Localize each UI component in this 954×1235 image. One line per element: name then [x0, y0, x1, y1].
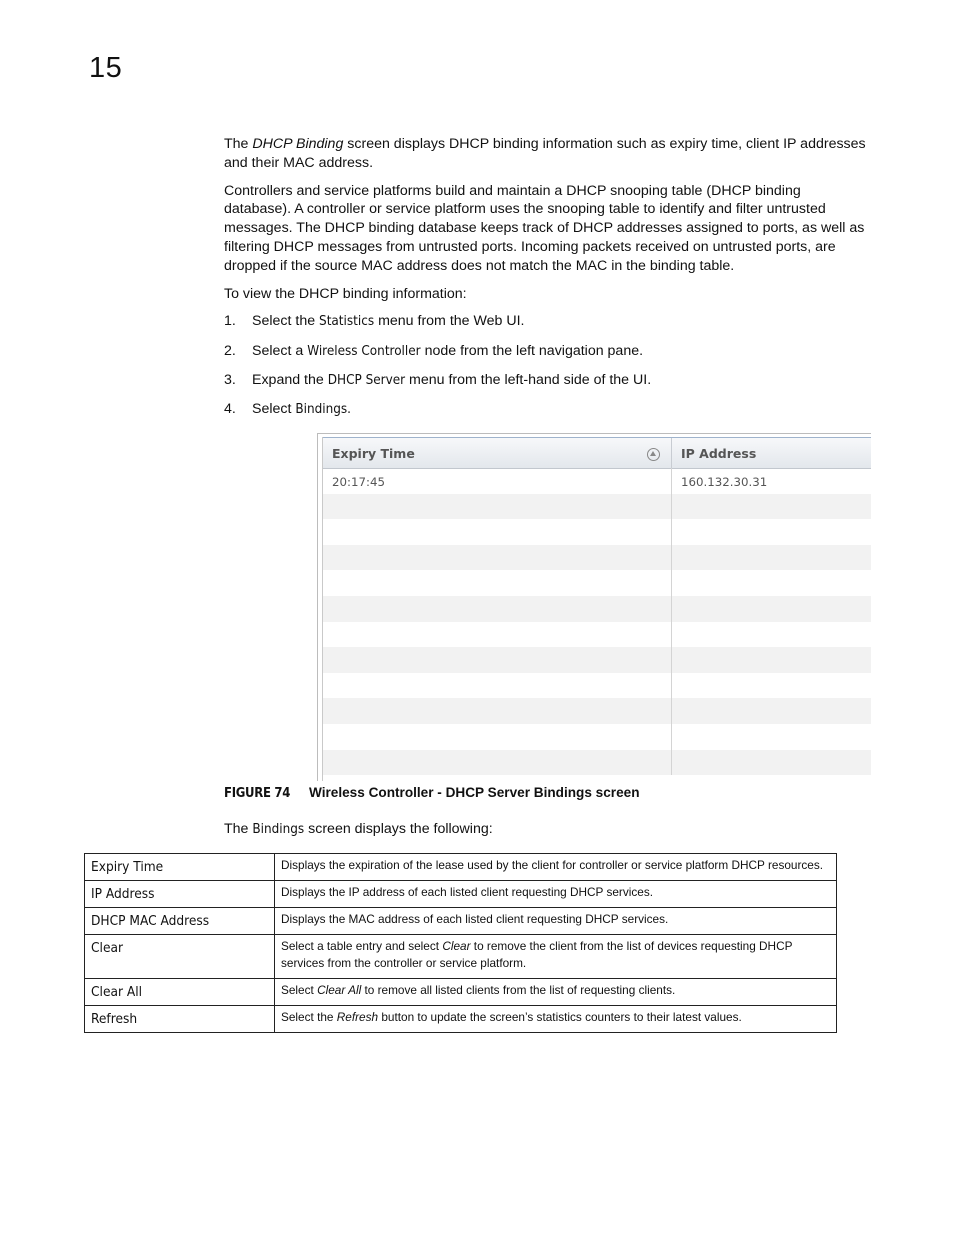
expiry-time-cell: 20:17:45 — [332, 475, 385, 489]
table-row — [85, 908, 837, 935]
table-row — [85, 881, 837, 908]
term-cell: Clear — [85, 935, 275, 979]
ui-term: Bindings — [252, 822, 305, 837]
step-item: 4. Select Bindings. — [224, 400, 352, 417]
empty-table-row — [323, 724, 871, 750]
intro-paragraph-1: The DHCP Binding screen displays DHCP binding information such as expiry time, client IP addresses and their MAC address. — [224, 136, 866, 171]
term-cell: DHCP MAC Address — [85, 908, 275, 935]
figure-label: FIGURE 74 — [224, 786, 291, 801]
ui-term: Bindings. — [295, 401, 352, 417]
empty-table-row — [323, 519, 871, 545]
empty-table-row — [323, 596, 871, 622]
empty-table-row — [323, 698, 871, 724]
ui-term: Statistics — [319, 314, 375, 330]
ui-term: DHCP Server — [327, 372, 406, 388]
term-cell: IP Address — [85, 881, 275, 908]
ip-address-cell: 160.132.30.31 — [681, 475, 768, 489]
intro-paragraph-2: Controllers and service platforms build and maintain a DHCP snooping table (DHCP binding database). A controller or service platform uses the snooping table to identify and filter untrusted messages. The DHCP binding database keeps track of DHCP addresses assigned to ports, as well as filtering DHCP messages from untrusted ports. Incoming packets received on untrusted ports, are dropped if the source MAC address does not match the MAC in the binding table. — [224, 182, 865, 274]
empty-table-row — [323, 750, 871, 776]
step-item: 2. Select a Wireless Controller node from the left navigation pane. — [224, 342, 644, 359]
description-cell: Select Clear All to remove all listed clients from the list of requesting clients. — [275, 979, 837, 1006]
term-cell: Refresh — [85, 1006, 275, 1033]
term-cell: Expiry Time — [85, 854, 275, 881]
empty-table-row — [323, 494, 871, 520]
table-intro: The Bindings screen displays the following: — [224, 821, 493, 837]
table-row — [85, 979, 837, 1006]
figure-caption — [224, 785, 640, 801]
bindings-screenshot — [317, 433, 871, 781]
body-text — [224, 135, 869, 429]
description-cell: Displays the IP address of each listed client requesting DHCP services. — [275, 881, 837, 908]
description-cell: Select the Refresh button to update the screen’s statistics counters to their latest values. — [275, 1006, 837, 1033]
empty-table-row — [323, 673, 871, 699]
table-row — [85, 935, 837, 979]
table-row — [85, 1006, 837, 1033]
definitions-table — [84, 853, 837, 1033]
column-header-expiry-time[interactable]: Expiry Time — [323, 438, 672, 468]
sort-ascending-icon[interactable] — [647, 448, 660, 461]
intro-paragraph-3: To view the DHCP binding information: — [224, 285, 467, 302]
chapter-number: 15 — [89, 52, 123, 84]
empty-table-row — [323, 570, 871, 596]
grid-header — [323, 437, 871, 469]
empty-table-row — [323, 622, 871, 648]
empty-table-row — [323, 545, 871, 571]
term-cell: Clear All — [85, 979, 275, 1006]
step-item: 1. Select the Statistics menu from the Web UI. — [224, 313, 525, 330]
bindings-grid — [322, 437, 871, 781]
step-list — [224, 312, 869, 419]
table-row[interactable] — [323, 468, 871, 494]
grid-body — [323, 468, 871, 781]
step-item: 3. Expand the DHCP Server menu from the left-hand side of the UI. — [224, 371, 652, 388]
ui-term: Wireless Controller — [307, 343, 421, 359]
column-header-ip-address[interactable]: IP Address — [681, 446, 757, 461]
empty-table-row — [323, 647, 871, 673]
figure-title: Wireless Controller - DHCP Server Bindings screen — [309, 785, 640, 800]
emphasis: DHCP Binding — [252, 136, 344, 152]
description-cell: Displays the MAC address of each listed client requesting DHCP services. — [275, 908, 837, 935]
description-cell: Select a table entry and select Clear to remove the client from the list of devices requesting DHCP services from the controller or service platform. — [275, 935, 837, 979]
table-row — [85, 854, 837, 881]
description-cell: Displays the expiration of the lease used by the client for controller or service platform DHCP resources. — [275, 854, 837, 881]
